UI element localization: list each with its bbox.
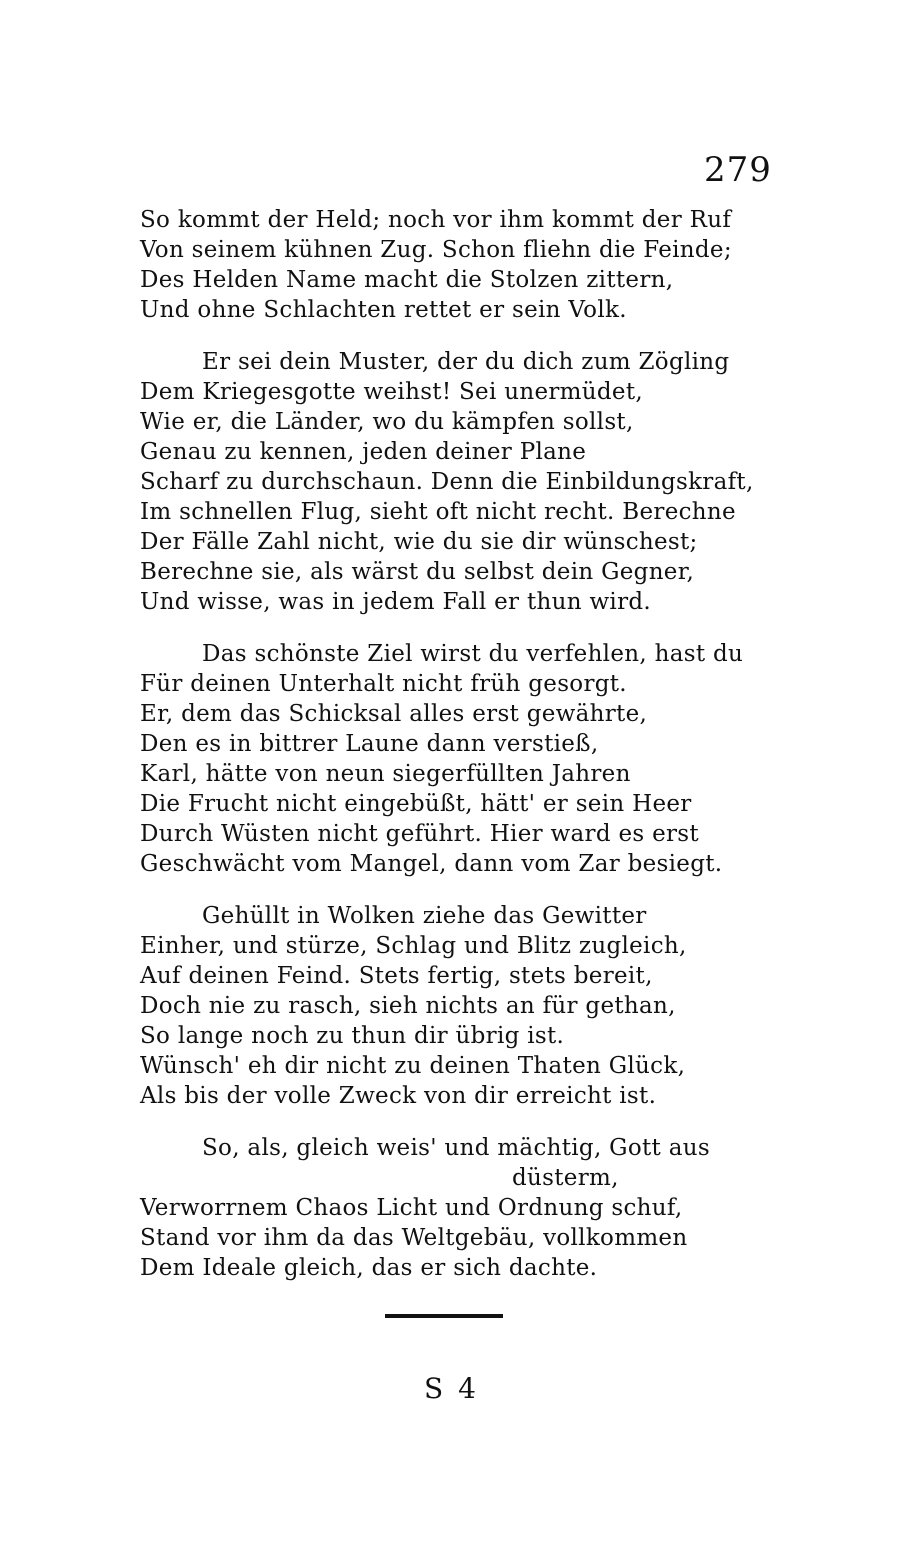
section-rule — [385, 1314, 503, 1318]
verse-line: So, als, gleich weis' und mächtig, Gott aus — [202, 1135, 710, 1161]
verse-line: Genau zu kennen, jeden deiner Plane — [140, 439, 587, 465]
verse-line: Einher, und stürze, Schlag und Blitz zugleich, — [140, 933, 687, 959]
verse-line: Der Fälle Zahl nicht, wie du sie dir wünschest; — [140, 529, 698, 555]
verse-line: Dem Ideale gleich, das er sich dachte. — [140, 1255, 598, 1281]
verse-line: So kommt der Held; noch vor ihm kommt der Ruf — [140, 207, 732, 233]
verse-line-continuation: düsterm, — [512, 1165, 619, 1191]
stanza-3 — [140, 639, 760, 879]
verse-line: Für deinen Unterhalt nicht früh gesorgt. — [140, 671, 627, 697]
poem — [140, 205, 760, 1305]
verse-line: Den es in bittrer Laune dann verstieß, — [140, 731, 599, 757]
page-number: 279 — [704, 150, 772, 190]
verse-line: Im schnellen Flug, sieht oft nicht recht. Berechne — [140, 499, 736, 525]
verse-line: Wie er, die Länder, wo du kämpfen sollst, — [140, 409, 634, 435]
verse-line: Doch nie zu rasch, sieh nichts an für gethan, — [140, 993, 676, 1019]
printer-signature: S 4 — [424, 1372, 479, 1405]
verse-line: Des Helden Name macht die Stolzen zittern, — [140, 267, 674, 293]
verse-line: Berechne sie, als wärst du selbst dein Gegner, — [140, 559, 695, 585]
stanza-4 — [140, 901, 760, 1111]
verse-line: Er sei dein Muster, der du dich zum Zögling — [202, 349, 730, 375]
verse-line: Scharf zu durchschaun. Denn die Einbildungskraft, — [140, 469, 754, 495]
stanza-2 — [140, 347, 760, 617]
verse-line: Er, dem das Schicksal alles erst gewährte, — [140, 701, 648, 727]
verse-line: Und wisse, was in jedem Fall er thun wird. — [140, 589, 652, 615]
verse-line: So lange noch zu thun dir übrig ist. — [140, 1023, 565, 1049]
stanza-1 — [140, 205, 760, 325]
verse-line: Von seinem kühnen Zug. Schon fliehn die Feinde; — [140, 237, 732, 263]
verse-line: Als bis der volle Zweck von dir erreicht ist. — [140, 1083, 657, 1109]
verse-line: Und ohne Schlachten rettet er sein Volk. — [140, 297, 627, 323]
verse-line: Das schönste Ziel wirst du verfehlen, hast du — [202, 641, 744, 667]
verse-line: Die Frucht nicht eingebüßt, hätt' er sein Heer — [140, 791, 692, 817]
verse-line: Gehüllt in Wolken ziehe das Gewitter — [202, 903, 647, 929]
verse-line: Stand vor ihm da das Weltgebäu, vollkommen — [140, 1225, 688, 1251]
verse-line: Geschwächt vom Mangel, dann vom Zar besiegt. — [140, 851, 723, 877]
stanza-5 — [140, 1133, 760, 1283]
verse-line: Verworrnem Chaos Licht und Ordnung schuf, — [140, 1195, 683, 1221]
verse-line: Wünsch' eh dir nicht zu deinen Thaten Glück, — [140, 1053, 686, 1079]
verse-line: Auf deinen Feind. Stets fertig, stets bereit, — [140, 963, 653, 989]
verse-line: Durch Wüsten nicht geführt. Hier ward es erst — [140, 821, 699, 847]
verse-line: Dem Kriegesgotte weihst! Sei unermüdet, — [140, 379, 643, 405]
verse-line: Karl, hätte von neun siegerfüllten Jahren — [140, 761, 631, 787]
